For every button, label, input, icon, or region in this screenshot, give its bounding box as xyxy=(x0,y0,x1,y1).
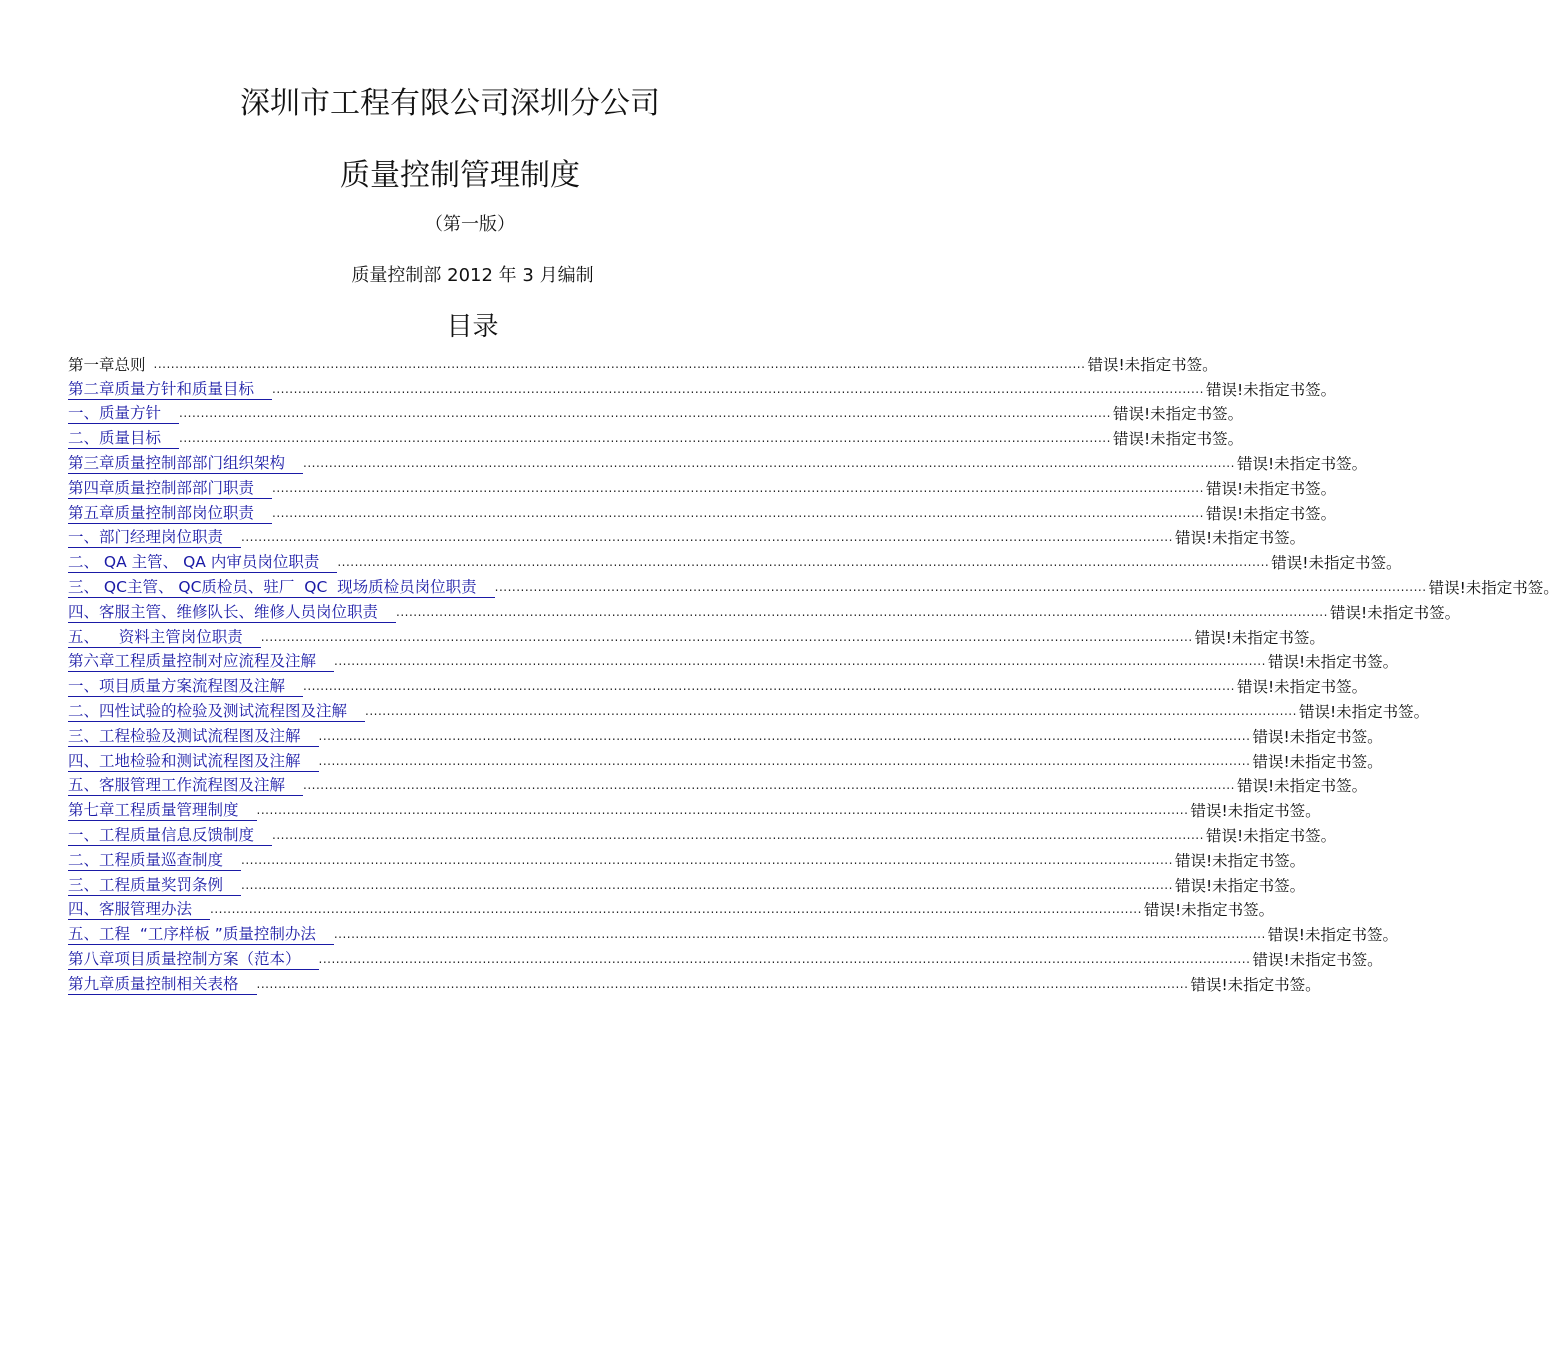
compiled-by-line: 质量控制部 2012 年 3 月编制 xyxy=(351,265,594,286)
toc-dot-leader: ........................................................................................................................................................................................................................ xyxy=(272,505,1204,520)
toc-page-reference: 错误!未指定书签。 xyxy=(1236,454,1368,473)
toc-entry[interactable] xyxy=(68,772,1368,797)
toc-page-reference: 错误!未指定书签。 xyxy=(1252,752,1383,771)
toc-entry[interactable] xyxy=(68,747,1383,772)
toc-dot-leader: ........................................................................................................................................................................................................................ xyxy=(256,976,1189,991)
company-title: 深圳市工程有限公司深圳分公司 xyxy=(240,86,660,121)
toc-dot-leader: ........................................................................................................................................................................................................................ xyxy=(494,579,1427,594)
toc-dot-leader: ........................................................................................................................................................................................................................ xyxy=(179,431,1111,446)
toc-entry[interactable] xyxy=(68,400,1244,425)
toc-entry[interactable] xyxy=(68,796,1321,821)
toc-entry[interactable] xyxy=(68,871,1306,896)
toc-dot-leader: ........................................................................................................................................................................................................................ xyxy=(318,728,1251,743)
toc-dot-leader: ........................................................................................................................................................................................................................ xyxy=(303,679,1235,694)
toc-entry-label[interactable]: 三、工程质量奖罚条例 xyxy=(68,875,241,896)
toc-page-reference: 错误!未指定书签。 xyxy=(1205,504,1337,523)
toc-entry-label[interactable]: 三、工程检验及测试流程图及注解 xyxy=(68,726,319,747)
toc-entry[interactable] xyxy=(68,375,1337,400)
toc-dot-leader: ........................................................................................................................................................................................................................ xyxy=(210,902,1142,917)
toc-dot-leader: ........................................................................................................................................................................................................................ xyxy=(179,406,1111,421)
toc-dot-leader: ........................................................................................................................................................................................................................ xyxy=(396,604,1328,619)
toc-dot-leader: ........................................................................................................................................................................................................................ xyxy=(318,951,1251,966)
toc-dot-leader: ........................................................................................................................................................................................................................ xyxy=(272,480,1204,495)
document-subtitle: 质量控制管理制度 xyxy=(340,158,580,193)
toc-dot-leader: ........................................................................................................................................................................................................................ xyxy=(256,803,1189,818)
toc-page-reference: 错误!未指定书签。 xyxy=(1267,653,1399,672)
toc-heading: 目录 xyxy=(446,312,499,342)
toc-dot-leader: ........................................................................................................................................................................................................................ xyxy=(153,356,1086,371)
toc-entry-label[interactable]: 二、四性试验的检验及测试流程图及注解 xyxy=(68,701,365,722)
toc-page-reference: 错误!未指定书签。 xyxy=(1298,702,1430,721)
toc-page-reference: 错误!未指定书签。 xyxy=(1205,380,1337,399)
toc-entry-label[interactable]: 第二章质量方针和质量目标 xyxy=(68,379,272,400)
toc-page-reference: 错误!未指定书签。 xyxy=(1236,777,1368,796)
toc-entry[interactable] xyxy=(68,598,1461,623)
toc-entry-label[interactable]: 二、工程质量巡查制度 xyxy=(68,850,241,871)
toc-entry-label[interactable]: 四、客服主管、维修队长、维修人员岗位职责 xyxy=(68,602,396,623)
toc-entry[interactable] xyxy=(68,648,1399,673)
toc-entry-label[interactable]: 三、 QC主管、 QC质检员、驻厂 QC 现场质检员岗位职责 xyxy=(68,577,495,598)
toc-page-reference: 错误!未指定书签。 xyxy=(1174,876,1306,895)
toc-entry[interactable] xyxy=(68,920,1398,945)
toc-page-reference: 错误!未指定书签。 xyxy=(1112,405,1244,424)
toc-entry-label[interactable]: 第五章质量控制部岗位职责 xyxy=(68,503,272,524)
toc-page-reference: 错误!未指定书签。 xyxy=(1190,975,1321,994)
toc-entry-label[interactable]: 二、 QA 主管、 QA 内审员岗位职责 xyxy=(68,552,337,573)
toc-entry-label[interactable]: 第九章质量控制相关表格 xyxy=(68,974,257,995)
toc-page-reference: 错误!未指定书签。 xyxy=(1174,529,1306,548)
toc-entry-label[interactable]: 第四章质量控制部部门职责 xyxy=(68,478,272,499)
toc-page-reference: 错误!未指定书签。 xyxy=(1190,802,1321,821)
toc-dot-leader: ........................................................................................................................................................................................................................ xyxy=(260,629,1193,644)
toc-entry-label[interactable]: 第八章项目质量控制方案（范本） xyxy=(68,949,319,970)
edition-label: （第一版） xyxy=(425,214,515,235)
toc-entry[interactable] xyxy=(68,945,1383,970)
toc-entry[interactable] xyxy=(68,524,1306,549)
toc-dot-leader: ........................................................................................................................................................................................................................ xyxy=(303,455,1235,470)
toc-page-reference: 错误!未指定书签。 xyxy=(1252,727,1383,746)
toc-entry[interactable] xyxy=(68,970,1321,995)
toc-entry[interactable] xyxy=(68,623,1325,648)
toc-entry[interactable] xyxy=(68,424,1244,449)
toc-page-reference: 错误!未指定书签。 xyxy=(1087,355,1218,374)
toc-dot-leader: ........................................................................................................................................................................................................................ xyxy=(303,778,1235,793)
toc-entry[interactable] xyxy=(68,672,1368,697)
toc-entry-label[interactable]: 一、部门经理岗位职责 xyxy=(68,527,241,548)
toc-entry-label[interactable]: 第三章质量控制部部门组织架构 xyxy=(68,453,303,474)
toc-dot-leader: ........................................................................................................................................................................................................................ xyxy=(333,927,1266,942)
toc-page-reference: 错误!未指定书签。 xyxy=(1194,628,1325,647)
toc-dot-leader: ........................................................................................................................................................................................................................ xyxy=(241,530,1173,545)
toc-dot-leader: ........................................................................................................................................................................................................................ xyxy=(365,703,1297,718)
toc-page-reference: 错误!未指定书签。 xyxy=(1205,479,1337,498)
toc-page-reference: 错误!未指定书签。 xyxy=(1205,826,1337,845)
toc-dot-leader: ........................................................................................................................................................................................................................ xyxy=(334,654,1266,669)
toc-entry-label[interactable]: 一、工程质量信息反馈制度 xyxy=(68,825,272,846)
toc-dot-leader: ........................................................................................................................................................................................................................ xyxy=(241,877,1173,892)
toc-page-reference: 错误!未指定书签。 xyxy=(1252,950,1383,969)
toc-page-reference: 错误!未指定书签。 xyxy=(1112,430,1244,449)
toc-dot-leader: ........................................................................................................................................................................................................................ xyxy=(318,753,1251,768)
toc-entry[interactable] xyxy=(68,548,1402,573)
toc-entry-label[interactable]: 一、项目质量方案流程图及注解 xyxy=(68,676,303,697)
toc-entry-label[interactable]: 五、 资料主管岗位职责 xyxy=(68,627,261,648)
toc-entry-label[interactable]: 五、工程 “工序样板 ”质量控制办法 xyxy=(68,924,334,945)
toc-entry[interactable] xyxy=(68,474,1337,499)
toc-entry[interactable] xyxy=(68,697,1430,722)
toc-page-reference: 错误!未指定书签。 xyxy=(1271,554,1402,573)
toc-entry-label: 第一章总则 xyxy=(68,355,146,374)
toc-entry-label[interactable]: 第六章工程质量控制对应流程及注解 xyxy=(68,651,334,672)
toc-entry[interactable] xyxy=(68,821,1337,846)
toc-dot-leader: ........................................................................................................................................................................................................................ xyxy=(272,381,1204,396)
toc-page-reference: 错误!未指定书签。 xyxy=(1267,926,1398,945)
toc-entry-label[interactable]: 四、工地检验和测试流程图及注解 xyxy=(68,751,319,772)
toc-entry-label[interactable]: 第七章工程质量管理制度 xyxy=(68,800,257,821)
toc-entry[interactable] xyxy=(68,499,1337,524)
toc-dot-leader: ........................................................................................................................................................................................................................ xyxy=(241,852,1173,867)
toc-entry-label[interactable]: 五、客服管理工作流程图及注解 xyxy=(68,775,303,796)
toc-entry xyxy=(68,350,1218,375)
toc-entry-label[interactable]: 一、质量方针 xyxy=(68,403,179,424)
toc-entry[interactable] xyxy=(68,846,1306,871)
toc-entry[interactable] xyxy=(68,573,1559,598)
toc-entry-label[interactable]: 四、客服管理办法 xyxy=(68,899,210,920)
toc-entry[interactable] xyxy=(68,896,1275,921)
table-of-contents xyxy=(68,350,1559,995)
toc-page-reference: 错误!未指定书签。 xyxy=(1174,851,1306,870)
toc-dot-leader: ........................................................................................................................................................................................................................ xyxy=(337,555,1270,570)
toc-entry-label[interactable]: 二、质量目标 xyxy=(68,428,179,449)
toc-page-reference: 错误!未指定书签。 xyxy=(1236,678,1368,697)
toc-entry[interactable] xyxy=(68,449,1368,474)
toc-page-reference: 错误!未指定书签。 xyxy=(1329,603,1461,622)
toc-page-reference: 错误!未指定书签。 xyxy=(1428,578,1559,597)
toc-page-reference: 错误!未指定书签。 xyxy=(1143,901,1275,920)
toc-dot-leader: ........................................................................................................................................................................................................................ xyxy=(272,827,1204,842)
toc-entry[interactable] xyxy=(68,722,1383,747)
